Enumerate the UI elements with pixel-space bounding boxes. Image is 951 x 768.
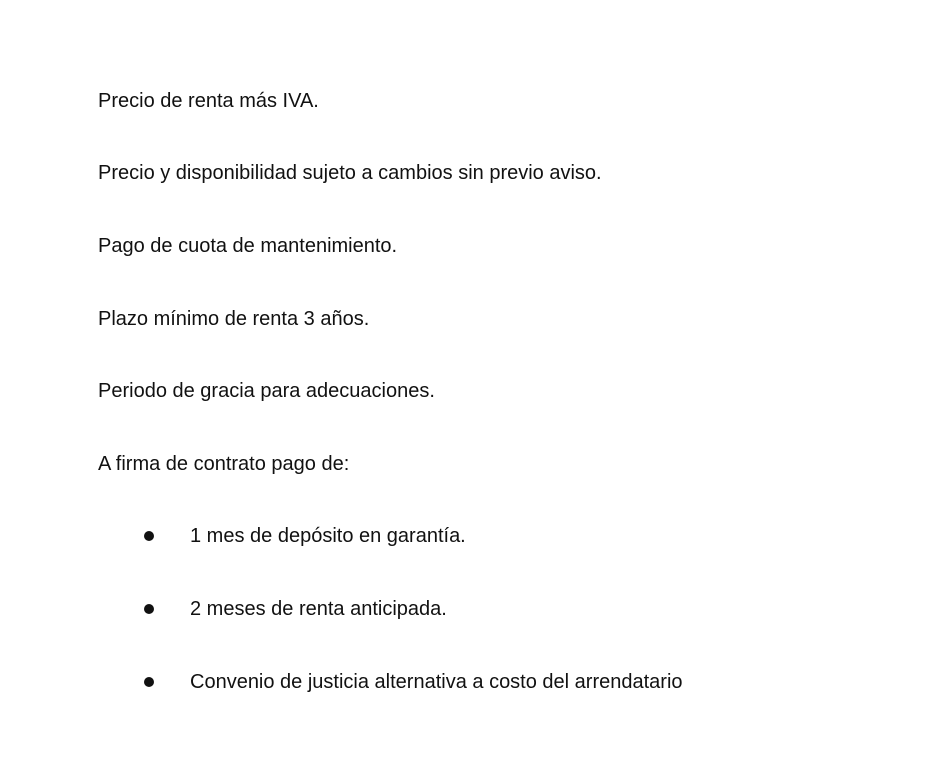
bullet-icon (144, 531, 154, 541)
bullet-icon (144, 677, 154, 687)
paragraph-minimum-term: Plazo mínimo de renta 3 años. (98, 308, 370, 330)
paragraph-contract-payment: A firma de contrato pago de: (98, 453, 350, 475)
list-item-text: Convenio de justicia alternativa a costo del arrendatario (190, 671, 683, 693)
list-item-text: 1 mes de depósito en garantía. (190, 525, 466, 547)
paragraph-rent-price: Precio de renta más IVA. (98, 90, 319, 112)
list-item-text: 2 meses de renta anticipada. (190, 598, 447, 620)
bullet-icon (144, 604, 154, 614)
paragraph-price-availability: Precio y disponibilidad sujeto a cambios sin previo aviso. (98, 162, 602, 184)
paragraph-grace-period: Periodo de gracia para adecuaciones. (98, 380, 435, 402)
paragraph-maintenance-fee: Pago de cuota de mantenimiento. (98, 235, 398, 257)
